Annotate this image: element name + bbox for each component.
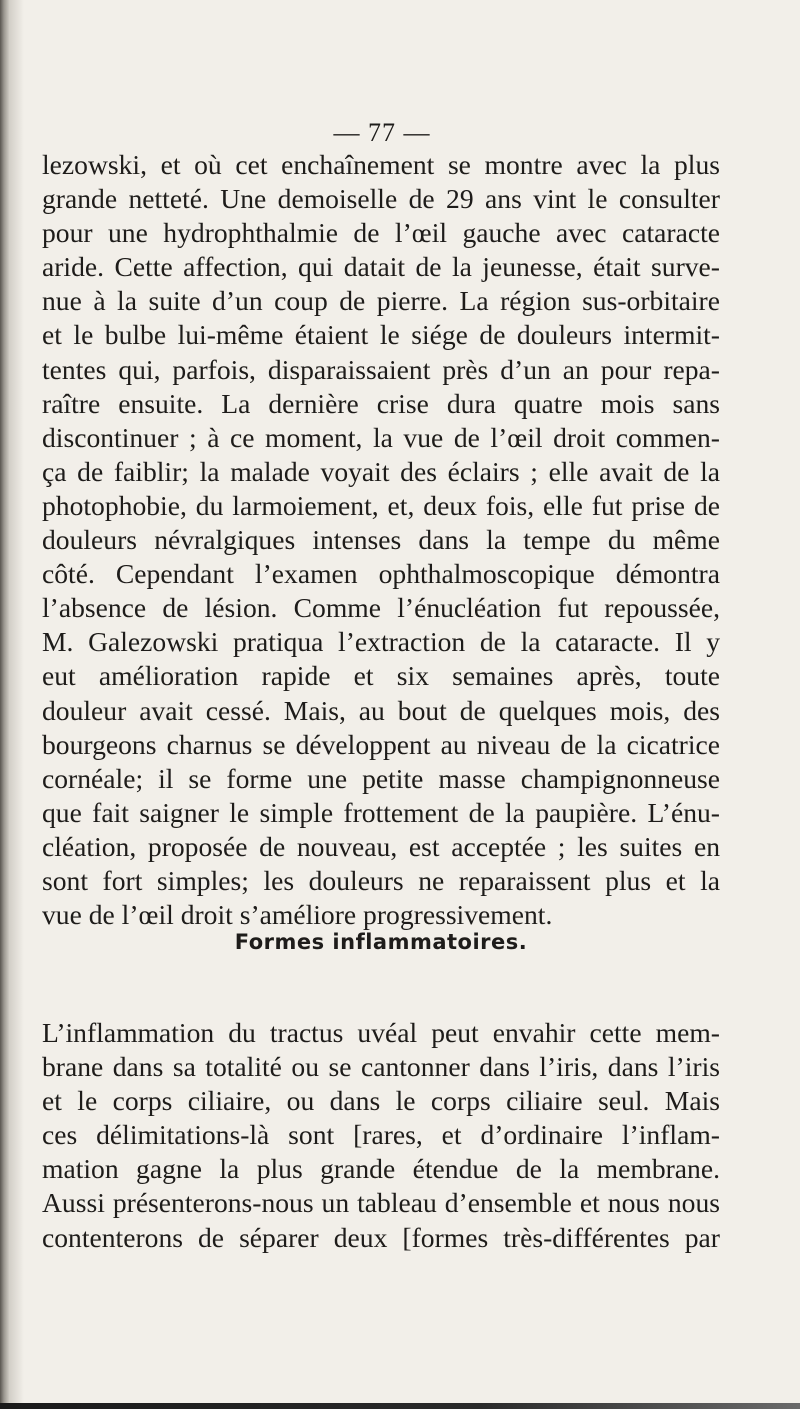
text-line: cornéale; il se forme une petite masse champignonneuse	[42, 762, 720, 794]
text-line: douleur avait cessé. Mais, au bout de quelques mois, des	[42, 694, 720, 726]
text-line: que fait saigner le simple frottement de la paupière. L’énu-	[42, 796, 720, 828]
text-line: tentes qui, parfois, disparaissaient près d’un an pour repa-	[42, 353, 720, 385]
text-line: bourgeons charnus se développent au niveau de la cicatrice	[42, 728, 720, 760]
text-line: vue de l’œil droit s’améliore progressivement.	[42, 899, 553, 931]
text-line: douleurs névralgiques intenses dans la tempe du même	[42, 524, 720, 556]
text-line: ça de faiblir; la malade voyait des éclairs ; elle avait de la	[42, 455, 720, 487]
text-line: photophobie, du larmoiement, et, deux fois, elle fut prise de	[42, 489, 720, 521]
text-line: L’inflammation du tractus uvéal peut envahir cette mem-	[42, 1017, 720, 1048]
text-line: contenterons de séparer deux [formes très-différentes par	[42, 1221, 720, 1253]
text-line: et le corps ciliaire, ou dans le corps ciliaire seul. Mais	[42, 1085, 720, 1117]
text-line: ces délimitations-là sont [rares, et d’ordinaire l’inflam-	[42, 1119, 720, 1151]
text-line: mation gagne la plus grande étendue de la membrane.	[42, 1153, 720, 1185]
page-gutter-shadow	[10, 0, 24, 1409]
page-bottom-edge	[0, 1403, 800, 1409]
text-line: raître ensuite. La dernière crise dura quatre mois sans	[42, 387, 720, 419]
text-line: grande netteté. Une demoiselle de 29 ans vint le consulter	[42, 183, 720, 215]
page-binding-edge	[0, 0, 10, 1409]
text-line: nue à la suite d’un coup de pierre. La région sus-orbitaire	[42, 285, 720, 317]
page-number: — 77 —	[333, 118, 431, 147]
paragraph-inflammatory-forms	[42, 1016, 720, 1255]
text-line: sont fort simples; les douleurs ne reparaissent plus et la	[42, 864, 720, 896]
text-line: lezowski, et où cet enchaînement se montre avec la plus	[42, 149, 720, 180]
text-line: M. Galezowski pratiqua l’extraction de la cataracte. Il y	[42, 626, 720, 658]
text-line: brane dans sa totalité ou se cantonner dans l’iris, dans l’iris	[42, 1051, 720, 1083]
text-line: Aussi présenterons-nous un tableau d’ensemble et nous nous	[42, 1187, 720, 1219]
text-line: aride. Cette affection, qui datait de la jeunesse, était surve-	[42, 251, 720, 283]
text-line: pour une hydrophthalmie de l’œil gauche avec cataracte	[42, 217, 720, 249]
text-line: eut amélioration rapide et six semaines après, toute	[42, 660, 720, 692]
text-line: cléation, proposée de nouveau, est acceptée ; les suites en	[42, 830, 720, 862]
text-line: et le bulbe lui-même étaient le siége de douleurs intermit-	[42, 319, 720, 351]
text-line: l’absence de lésion. Comme l’énucléation fut repoussée,	[42, 592, 720, 624]
text-line: discontinuer ; à ce moment, la vue de l’œil droit commen-	[42, 421, 720, 453]
text-line: côté. Cependant l’examen ophthalmoscopique démontra	[42, 558, 720, 590]
paragraph-case-report	[42, 148, 720, 932]
section-heading: Formes inflammatoires.	[234, 930, 528, 954]
